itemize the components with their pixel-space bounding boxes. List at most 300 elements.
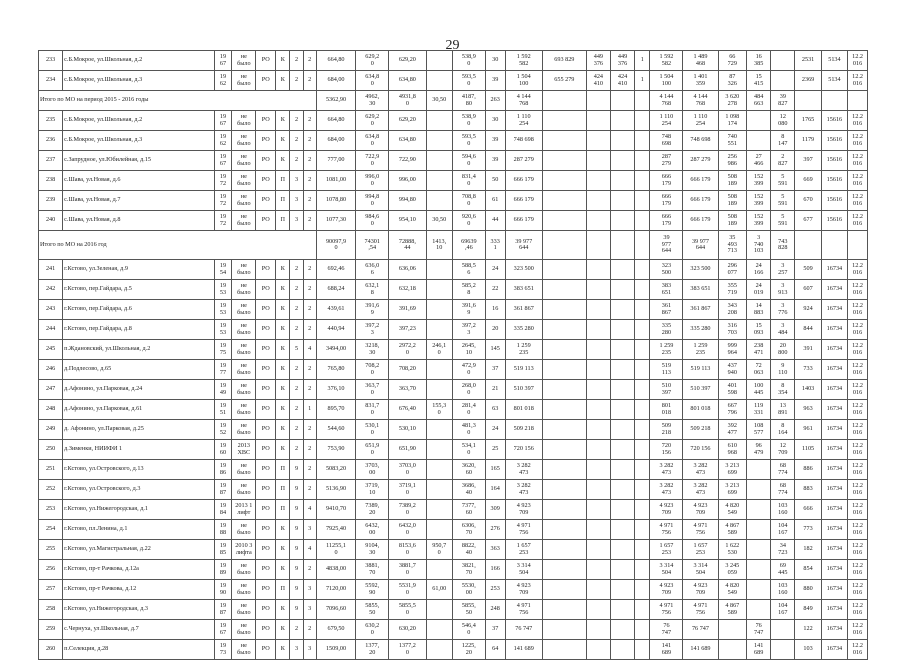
cost-b-cell: [586, 400, 610, 420]
build-year-cell: 19 67: [214, 111, 232, 131]
cost-limit-cell: 16734: [821, 340, 847, 360]
wall-material-cell: К: [276, 520, 290, 540]
build-year-cell: 19 60: [214, 440, 232, 460]
last-repair-cell: не было: [232, 560, 256, 580]
last-repair-cell: не было: [232, 340, 256, 360]
owned-area-cell: 481,3 0: [452, 420, 485, 440]
address-cell: с.Шава, ул.Новая, д.7: [63, 191, 215, 211]
table-row: [39, 360, 868, 380]
build-year-cell: 19 67: [214, 151, 232, 171]
wall-material-cell: К: [276, 360, 290, 380]
fund-share-cell: 1 098 174: [718, 111, 747, 131]
cost-limit-cell: 5134: [821, 51, 847, 71]
total-cost-cell: 748 698: [505, 131, 542, 151]
cost-c-cell: [610, 151, 634, 171]
address-cell: г.Кстово, ул.Нижегородская, д.1: [63, 500, 215, 520]
deadline-cell: 12.2 016: [848, 440, 868, 460]
entrances-cell: 2: [303, 211, 316, 231]
budget-share-cell: [747, 520, 771, 540]
floors-cell: 9: [290, 600, 303, 620]
address-cell: г.Кстово, ул.Магистральная, д.22: [63, 540, 215, 560]
cost-limit-cell: 16734: [821, 640, 847, 660]
management-cell: РО: [256, 480, 276, 500]
last-repair-cell: не было: [232, 380, 256, 400]
budget-share-cell: 152 399: [747, 171, 771, 191]
management-cell: РО: [256, 420, 276, 440]
wall-material-cell: П: [276, 191, 290, 211]
wall-material-cell: К: [276, 300, 290, 320]
nonresidential-area-cell: [426, 191, 452, 211]
cost-limit-cell: 16734: [821, 500, 847, 520]
management-cell: РО: [256, 380, 276, 400]
total-cost-cell: 666 179: [505, 191, 542, 211]
cost-a-cell: [542, 300, 586, 320]
cost-total-cell: 748 698: [650, 131, 683, 151]
unit-cost-cell: 182: [795, 540, 821, 560]
cost-total-cell: 3 314 504: [650, 560, 683, 580]
deadline-cell: 12.2 016: [848, 280, 868, 300]
cost-total-cell: 323 500: [650, 260, 683, 280]
cost-limit-cell: 16734: [821, 600, 847, 620]
cost-limit-cell: 16734: [821, 460, 847, 480]
premises-area-cell: 9104, 30: [356, 540, 389, 560]
budget-share-cell: 27 466: [747, 151, 771, 171]
owned-area-cell: 538,9 0: [452, 111, 485, 131]
row-number-cell: 234: [39, 71, 63, 91]
budget-share-cell: 72 063: [747, 360, 771, 380]
total-cost-cell: 4 971 756: [505, 600, 542, 620]
address-cell: с.Шава, ул.Новая, д.6: [63, 171, 215, 191]
residential-area-cell: 5855,5 0: [389, 600, 426, 620]
cost-total-cell: 666 179: [650, 211, 683, 231]
table-row: [39, 51, 868, 71]
entrances-cell: 2: [303, 111, 316, 131]
unit-cost-cell: 880: [795, 580, 821, 600]
table-row: [39, 280, 868, 300]
residential-area-cell: 8153,6 0: [389, 540, 426, 560]
cost-total-cell: 1 592 582: [650, 51, 683, 71]
cost-a-cell: [542, 131, 586, 151]
unit-cost-cell: 677: [795, 211, 821, 231]
cost-d-cell: [635, 440, 650, 460]
row-number-cell: 237: [39, 151, 63, 171]
wall-material-cell: К: [276, 111, 290, 131]
deadline-cell: 12.2 016: [848, 520, 868, 540]
cost-total-cell: 1 657 253: [650, 540, 683, 560]
cost-c-cell: 449 376: [610, 51, 634, 71]
build-year-cell: 19 53: [214, 280, 232, 300]
residential-area-cell: 708,20: [389, 360, 426, 380]
cost-a-cell: [542, 600, 586, 620]
premises-area-cell: 994,8 0: [356, 191, 389, 211]
row-number-cell: 246: [39, 360, 63, 380]
total-cost-cell: 509 218: [505, 420, 542, 440]
unit-cost-cell: 669: [795, 171, 821, 191]
cost-a-cell: [542, 560, 586, 580]
fund-share-cell: 508 189: [718, 191, 747, 211]
build-year-cell: 19 75: [214, 340, 232, 360]
unit-cost-cell: 391: [795, 340, 821, 360]
residential-area-cell: 397,23: [389, 320, 426, 340]
entrances-cell: 2: [303, 131, 316, 151]
total-cost-cell: 4 923 709: [505, 580, 542, 600]
cost-limit-cell: 15616: [821, 191, 847, 211]
cost-d-cell: [635, 171, 650, 191]
owned-area-cell: 594,6 0: [452, 151, 485, 171]
wall-material-cell: К: [276, 620, 290, 640]
deadline-cell: 12.2 016: [848, 260, 868, 280]
cost-a-cell: 655 279: [542, 71, 586, 91]
fund-cost-cell: 3 282 473: [683, 460, 718, 480]
last-repair-cell: не было: [232, 320, 256, 340]
row-number-cell: 249: [39, 420, 63, 440]
management-cell: РО: [256, 191, 276, 211]
deadline-cell: [848, 91, 868, 111]
cost-b-cell: [586, 111, 610, 131]
management-cell: РО: [256, 320, 276, 340]
table-row: [39, 260, 868, 280]
wall-material-cell: К: [276, 560, 290, 580]
unit-cost-cell: 397: [795, 151, 821, 171]
total-area-cell: 765,80: [316, 360, 356, 380]
cost-d-cell: [635, 360, 650, 380]
management-cell: РО: [256, 580, 276, 600]
total-cost-cell: 1 592 582: [505, 51, 542, 71]
premises-area-cell: 984,6 0: [356, 211, 389, 231]
last-repair-cell: не было: [232, 580, 256, 600]
nonresidential-area-cell: [426, 360, 452, 380]
premises-area-cell: 5592, 90: [356, 580, 389, 600]
row-number-cell: 255: [39, 540, 63, 560]
unit-cost-cell: 773: [795, 520, 821, 540]
premises-area-cell: 636,0 6: [356, 260, 389, 280]
wall-material-cell: К: [276, 260, 290, 280]
total-cost-cell: 1 504 100: [505, 71, 542, 91]
nonresidential-area-cell: 1413, 10: [426, 231, 452, 260]
deadline-cell: 12.2 016: [848, 320, 868, 340]
total-cost-cell: 39 977 644: [505, 231, 542, 260]
cost-d-cell: [635, 91, 650, 111]
fund-share-cell: 3 620 278: [718, 91, 747, 111]
cost-limit-cell: 16734: [821, 560, 847, 580]
cost-c-cell: [610, 91, 634, 111]
floors-cell: 2: [290, 400, 303, 420]
entrances-cell: 2: [303, 191, 316, 211]
wall-material-cell: К: [276, 51, 290, 71]
cost-limit-cell: 16734: [821, 280, 847, 300]
total-area-cell: 1078,80: [316, 191, 356, 211]
cost-limit-cell: 16734: [821, 520, 847, 540]
cost-c-cell: [610, 131, 634, 151]
owned-area-cell: 593,5 0: [452, 71, 485, 91]
residential-area-cell: 634,80: [389, 131, 426, 151]
floors-cell: 2: [290, 51, 303, 71]
address-cell: г.Кстово, пер.Гайдара, д.8: [63, 320, 215, 340]
total-cost-cell: 666 179: [505, 211, 542, 231]
cost-total-cell: 4 923 709: [650, 580, 683, 600]
management-cell: РО: [256, 151, 276, 171]
entrances-cell: 2: [303, 320, 316, 340]
total-cost-cell: 76 747: [505, 620, 542, 640]
unit-cost-cell: 963: [795, 400, 821, 420]
total-row: [39, 231, 868, 260]
build-year-cell: 19 51: [214, 400, 232, 420]
deadline-cell: 12.2 016: [848, 360, 868, 380]
residents-cell: 39: [485, 131, 505, 151]
table-row: [39, 400, 868, 420]
row-number-cell: 239: [39, 191, 63, 211]
owners-share-cell: [771, 620, 795, 640]
cost-d-cell: [635, 320, 650, 340]
owners-share-cell: [771, 51, 795, 71]
address-cell: г.Кстово, пр-т Рачкова, д.12: [63, 580, 215, 600]
budget-share-cell: 152 399: [747, 191, 771, 211]
cost-total-cell: 3 282 473: [650, 480, 683, 500]
build-year-cell: 19 85: [214, 540, 232, 560]
residents-cell: 164: [485, 480, 505, 500]
address-cell: с.Б.Мокрое, ул.Школьная, д.3: [63, 131, 215, 151]
fund-cost-cell: 3 282 473: [683, 480, 718, 500]
cost-a-cell: [542, 191, 586, 211]
deadline-cell: 12.2 016: [848, 111, 868, 131]
cost-d-cell: [635, 231, 650, 260]
address-cell: г.Кстово, ул.Зеленая, д.9: [63, 260, 215, 280]
cost-b-cell: [586, 620, 610, 640]
address-cell: с.Шава, ул.Новая, д.8: [63, 211, 215, 231]
fund-cost-cell: 1 259 235: [683, 340, 718, 360]
unit-cost-cell: 666: [795, 500, 821, 520]
nonresidential-area-cell: [426, 480, 452, 500]
budget-share-cell: 152 399: [747, 211, 771, 231]
cost-d-cell: [635, 520, 650, 540]
nonresidential-area-cell: [426, 171, 452, 191]
owned-area-cell: 534,1 0: [452, 440, 485, 460]
wall-material-cell: К: [276, 280, 290, 300]
fund-share-cell: 3 213 699: [718, 480, 747, 500]
total-cost-cell: 720 156: [505, 440, 542, 460]
row-number-cell: 258: [39, 600, 63, 620]
fund-cost-cell: 1 110 254: [683, 111, 718, 131]
cost-b-cell: 449 376: [586, 51, 610, 71]
cost-a-cell: [542, 640, 586, 660]
residents-cell: 39: [485, 71, 505, 91]
total-cost-cell: 1 657 253: [505, 540, 542, 560]
cost-b-cell: [586, 380, 610, 400]
management-cell: РО: [256, 71, 276, 91]
fund-share-cell: 355 719: [718, 280, 747, 300]
wall-material-cell: П: [276, 500, 290, 520]
unit-cost-cell: 607: [795, 280, 821, 300]
last-repair-cell: не было: [232, 51, 256, 71]
total-cost-cell: 1 259 235: [505, 340, 542, 360]
last-repair-cell: не было: [232, 131, 256, 151]
residential-area-cell: 72888, 44: [389, 231, 426, 260]
cost-total-cell: 4 923 709: [650, 500, 683, 520]
entrances-cell: 2: [303, 480, 316, 500]
floors-cell: 3: [290, 191, 303, 211]
unit-cost-cell: 924: [795, 300, 821, 320]
management-cell: РО: [256, 340, 276, 360]
budget-share-cell: 24 019: [747, 280, 771, 300]
row-number-cell: 257: [39, 580, 63, 600]
last-repair-cell: не было: [232, 520, 256, 540]
owners-share-cell: 39 827: [771, 91, 795, 111]
budget-share-cell: 238 471: [747, 340, 771, 360]
cost-b-cell: [586, 540, 610, 560]
last-repair-cell: не было: [232, 280, 256, 300]
floors-cell: 3: [290, 640, 303, 660]
owned-area-cell: 593,5 0: [452, 131, 485, 151]
nonresidential-area-cell: [426, 460, 452, 480]
management-cell: РО: [256, 51, 276, 71]
total-area-cell: 440,94: [316, 320, 356, 340]
cost-a-cell: [542, 460, 586, 480]
cost-b-cell: [586, 231, 610, 260]
floors-cell: 2: [290, 620, 303, 640]
deadline-cell: 12.2 016: [848, 380, 868, 400]
entrances-cell: 3: [303, 600, 316, 620]
cost-total-cell: 361 867: [650, 300, 683, 320]
nonresidential-area-cell: [426, 440, 452, 460]
last-repair-cell: не было: [232, 420, 256, 440]
cost-d-cell: [635, 540, 650, 560]
wall-material-cell: К: [276, 320, 290, 340]
total-area-cell: 9410,70: [316, 500, 356, 520]
deadline-cell: 12.2 016: [848, 580, 868, 600]
cost-b-cell: [586, 171, 610, 191]
build-year-cell: 19 62: [214, 131, 232, 151]
owners-share-cell: [771, 71, 795, 91]
owners-share-cell: 3 257: [771, 260, 795, 280]
cost-a-cell: [542, 480, 586, 500]
residential-area-cell: 629,20: [389, 51, 426, 71]
build-year-cell: 19 72: [214, 211, 232, 231]
cost-c-cell: [610, 440, 634, 460]
management-cell: РО: [256, 111, 276, 131]
residential-area-cell: 722,90: [389, 151, 426, 171]
management-cell: РО: [256, 400, 276, 420]
fund-share-cell: 3 213 699: [718, 460, 747, 480]
residential-area-cell: 632,18: [389, 280, 426, 300]
cost-a-cell: [542, 260, 586, 280]
deadline-cell: 12.2 016: [848, 51, 868, 71]
total-area-cell: 664,80: [316, 51, 356, 71]
residents-cell: 333 1: [485, 231, 505, 260]
fund-share-cell: 256 986: [718, 151, 747, 171]
cost-a-cell: [542, 420, 586, 440]
cost-total-cell: 801 018: [650, 400, 683, 420]
cost-total-cell: 4 144 768: [650, 91, 683, 111]
floors-cell: 2: [290, 151, 303, 171]
owned-area-cell: 585,2 8: [452, 280, 485, 300]
premises-area-cell: 722,9 0: [356, 151, 389, 171]
row-number-cell: 260: [39, 640, 63, 660]
cost-limit-cell: 5134: [821, 71, 847, 91]
cost-b-cell: [586, 440, 610, 460]
management-cell: РО: [256, 131, 276, 151]
owned-area-cell: 588,5 6: [452, 260, 485, 280]
cost-b-cell: [586, 600, 610, 620]
residential-area-cell: 651,90: [389, 440, 426, 460]
owned-area-cell: 2645, 10: [452, 340, 485, 360]
budget-share-cell: [747, 460, 771, 480]
cost-total-cell: 666 179: [650, 191, 683, 211]
cost-total-cell: 141 689: [650, 640, 683, 660]
floors-cell: 2: [290, 440, 303, 460]
cost-d-cell: [635, 151, 650, 171]
address-cell: г.Кстово, пл.Ленина, д.1: [63, 520, 215, 540]
last-repair-cell: не было: [232, 620, 256, 640]
fund-cost-cell: 519 113: [683, 360, 718, 380]
budget-share-cell: 119 331: [747, 400, 771, 420]
row-number-cell: 235: [39, 111, 63, 131]
wall-material-cell: К: [276, 340, 290, 360]
row-number-cell: 256: [39, 560, 63, 580]
cost-d-cell: [635, 260, 650, 280]
residents-cell: 16: [485, 300, 505, 320]
owners-share-cell: 104 167: [771, 520, 795, 540]
premises-area-cell: 74301 ,54: [356, 231, 389, 260]
nonresidential-area-cell: [426, 151, 452, 171]
residential-area-cell: 994,80: [389, 191, 426, 211]
owned-area-cell: 397,2 3: [452, 320, 485, 340]
entrances-cell: 4: [303, 540, 316, 560]
row-number-cell: 245: [39, 340, 63, 360]
fund-share-cell: 35 493 713: [718, 231, 747, 260]
wall-material-cell: К: [276, 540, 290, 560]
residents-cell: 61: [485, 191, 505, 211]
cost-c-cell: [610, 280, 634, 300]
residential-area-cell: 391,69: [389, 300, 426, 320]
total-cost-cell: 510 397: [505, 380, 542, 400]
cost-c-cell: [610, 520, 634, 540]
row-number-cell: 259: [39, 620, 63, 640]
residential-area-cell: 4931,8 0: [389, 91, 426, 111]
owners-share-cell: 68 774: [771, 460, 795, 480]
cost-d-cell: [635, 420, 650, 440]
table-row: [39, 420, 868, 440]
last-repair-cell: не было: [232, 71, 256, 91]
fund-share-cell: 401 598: [718, 380, 747, 400]
owners-share-cell: 5 591: [771, 191, 795, 211]
nonresidential-area-cell: [426, 380, 452, 400]
floors-cell: 2: [290, 280, 303, 300]
cost-a-cell: [542, 400, 586, 420]
total-cost-cell: 323 500: [505, 260, 542, 280]
entrances-cell: 2: [303, 420, 316, 440]
premises-area-cell: 634,8 0: [356, 131, 389, 151]
wall-material-cell: К: [276, 71, 290, 91]
cost-a-cell: [542, 211, 586, 231]
cost-b-cell: [586, 520, 610, 540]
address-cell: д.Афонино, ул.Парковая, д.61: [63, 400, 215, 420]
table-row: [39, 320, 868, 340]
cost-b-cell: [586, 640, 610, 660]
wall-material-cell: К: [276, 600, 290, 620]
budget-share-cell: 16 385: [747, 51, 771, 71]
nonresidential-area-cell: 246,1 0: [426, 340, 452, 360]
residents-cell: 309: [485, 500, 505, 520]
cost-a-cell: [542, 520, 586, 540]
residents-cell: 63: [485, 400, 505, 420]
premises-area-cell: 651,9 0: [356, 440, 389, 460]
owners-share-cell: 103 160: [771, 500, 795, 520]
owned-area-cell: 7377, 60: [452, 500, 485, 520]
total-area-cell: 5083,20: [316, 460, 356, 480]
budget-share-cell: [747, 580, 771, 600]
unit-cost-cell: 2531: [795, 51, 821, 71]
total-area-cell: 11255,1 0: [316, 540, 356, 560]
